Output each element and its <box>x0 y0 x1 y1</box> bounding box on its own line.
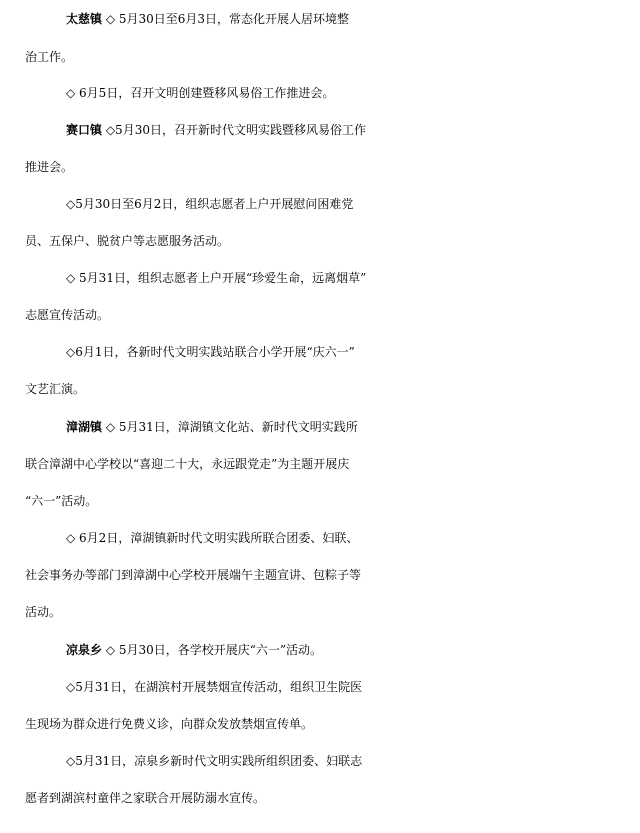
para-saikou-line-2 <box>0 148 640 186</box>
para-liangquan-item-3-line-2 <box>0 779 640 817</box>
line-text: 志愿宣传活动。 <box>25 308 110 322</box>
line-text: 推进会。 <box>25 160 74 174</box>
line-text: ◇ 5月31日，组织志愿者上户开展“珍爱生命，远离烟草” <box>66 271 367 285</box>
line-text: 生现场为群众进行免费义诊，向群众发放禁烟宣传单。 <box>25 717 314 731</box>
town-name-saikou: 赛口镇 <box>66 123 103 137</box>
line-text: 愿者到湖滨村童伴之家联合开展防溺水宣传。 <box>25 791 266 805</box>
para-zhanghu-line-2 <box>0 445 640 483</box>
para-saikou-item-3-line-2 <box>0 296 640 334</box>
line-text: 治工作。 <box>25 50 74 64</box>
para-saikou-line-1 <box>0 111 640 149</box>
line-text: ◇ 6月5日，召开文明创建暨移风易俗工作推进会。 <box>66 86 335 100</box>
line-text: 活动。 <box>25 605 62 619</box>
para-zhanghu-line-1 <box>0 408 640 446</box>
line-text: 文艺汇演。 <box>25 382 86 396</box>
line-text: ◇5月30日，召开新时代文明实践暨移风易俗工作 <box>102 123 366 137</box>
line-text: ◇ 6月2日，漳湖镇新时代文明实践所联合团委、妇联、 <box>66 531 359 545</box>
para-liangquan-item-2-line-2 <box>0 705 640 743</box>
para-taici-item-2 <box>0 74 640 112</box>
para-liangquan-item-3-line-1 <box>0 742 640 780</box>
line-text: 员、五保户、脱贫户等志愿服务活动。 <box>25 234 230 248</box>
line-text: ◇ 5月30日，各学校开展庆“六一”活动。 <box>102 643 323 657</box>
para-saikou-item-2-line-1 <box>0 185 640 223</box>
para-zhanghu-line-3 <box>0 482 640 520</box>
para-zhanghu-item-2-line-3 <box>0 593 640 631</box>
para-liangquan-item-2-line-1 <box>0 668 640 706</box>
para-zhanghu-item-2-line-1 <box>0 519 640 557</box>
para-taici-line-2 <box>0 38 640 76</box>
town-name-taici: 太慈镇 <box>66 12 103 26</box>
line-text: “六一”活动。 <box>25 494 98 508</box>
line-text: ◇5月31日，凉泉乡新时代文明实践所组织团委、妇联志 <box>66 754 363 768</box>
line-text: ◇5月30日至6月2日，组织志愿者上户开展慰问困难党 <box>66 197 354 211</box>
para-saikou-item-3-line-1 <box>0 259 640 297</box>
line-text: ◇6月1日，各新时代文明实践站联合小学开展“庆六一” <box>66 345 355 359</box>
para-saikou-item-4-line-2 <box>0 370 640 408</box>
para-taici-line-1 <box>0 0 640 38</box>
line-text: ◇ 5月31日，漳湖镇文化站、新时代文明实践所 <box>102 420 358 434</box>
para-saikou-item-2-line-2 <box>0 222 640 260</box>
para-liangquan-line-1 <box>0 631 640 669</box>
para-zhanghu-item-2-line-2 <box>0 556 640 594</box>
town-name-liangquan: 凉泉乡 <box>66 643 103 657</box>
line-text: 联合漳湖中心学校以“喜迎二十大，永远跟党走”为主题开展庆 <box>25 457 350 471</box>
town-name-zhanghu: 漳湖镇 <box>66 420 103 434</box>
line-text: 社会事务办等部门到漳湖中心学校开展端午主题宣讲、包粽子等 <box>25 568 362 582</box>
para-saikou-item-4-line-1 <box>0 333 640 371</box>
line-text: ◇ 5月30日至6月3日，常态化开展人居环境整 <box>102 12 350 26</box>
line-text: ◇5月31日，在湖滨村开展禁烟宣传活动，组织卫生院医 <box>66 680 363 694</box>
